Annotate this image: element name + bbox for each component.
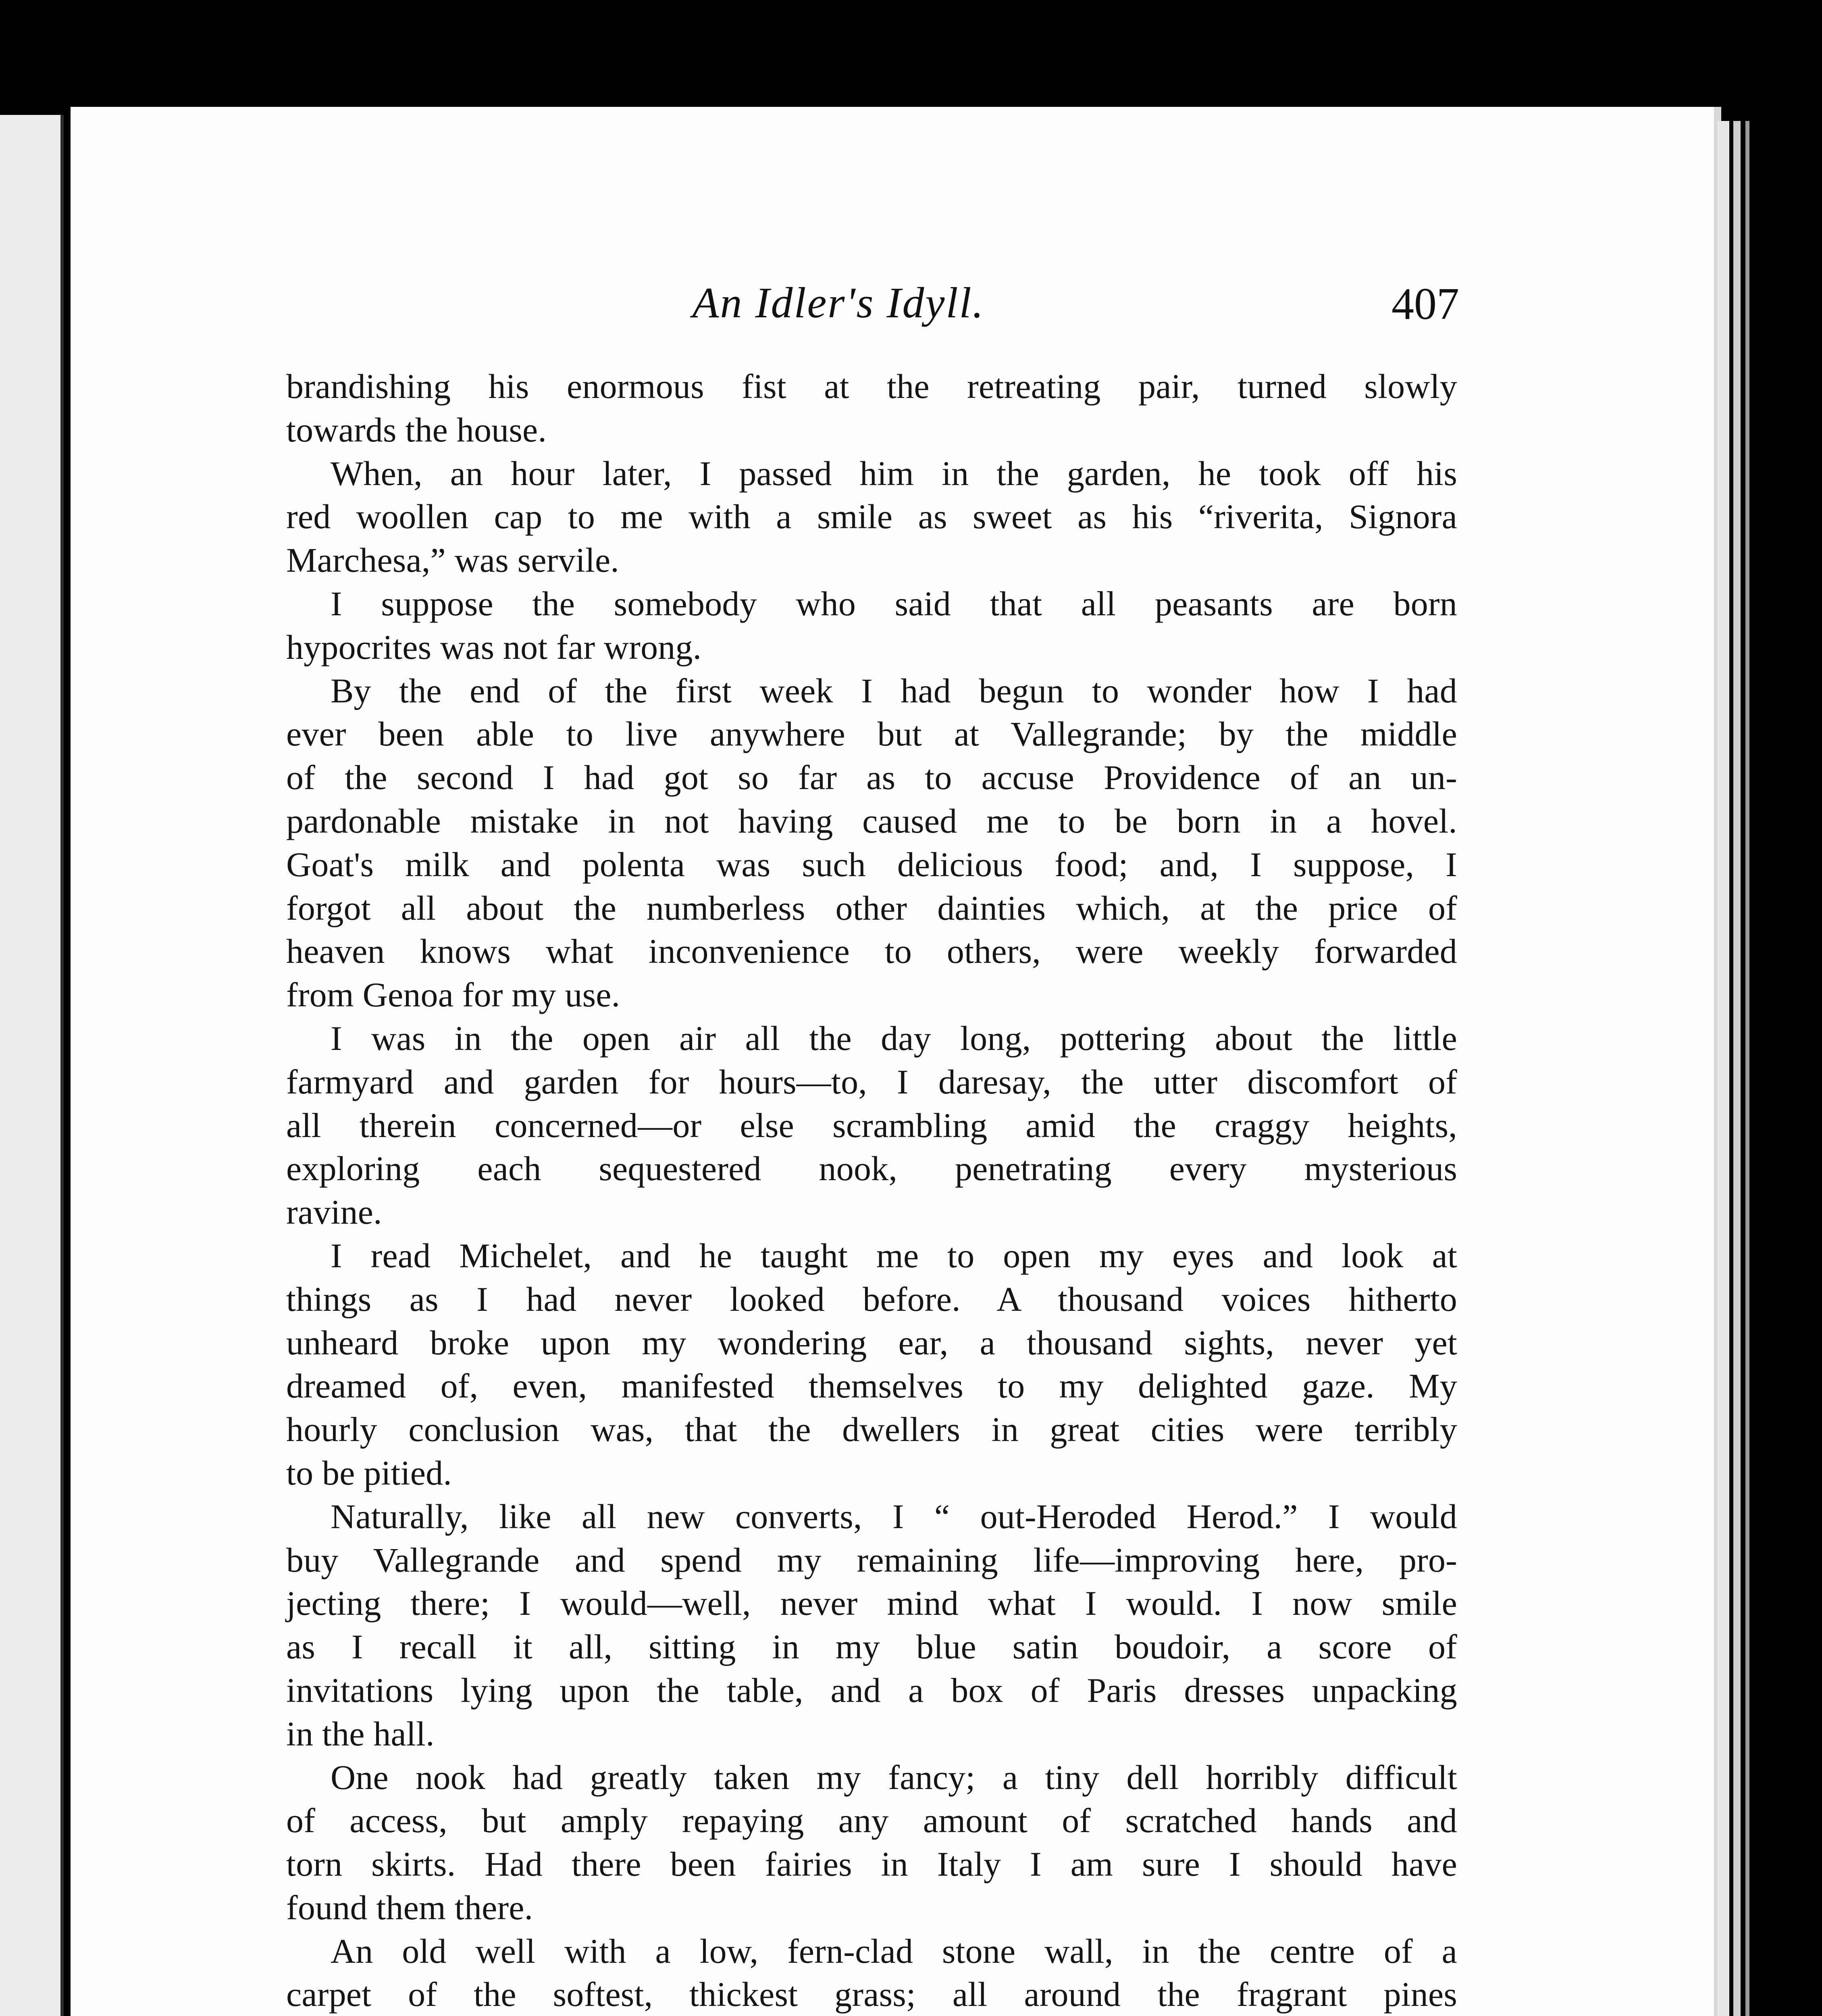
text-line: hourly conclusion was, that the dwellers in great cities were terribly	[286, 1410, 1457, 1449]
page-stack-edge	[1733, 121, 1741, 2016]
text-line: Marchesa,” was servile.	[286, 541, 620, 580]
text-line: invitations lying upon the table, and a box of Paris dresses unpacking	[286, 1670, 1457, 1710]
body-text	[286, 365, 1457, 2016]
text-line: I was in the open air all the day long, pottering about the little	[331, 1018, 1457, 1058]
text-line: of the second I had got so far as to accuse Providence of an un-	[286, 758, 1457, 797]
text-line: One nook had greatly taken my fancy; a tiny dell horribly difficult	[331, 1758, 1457, 1797]
text-line: jecting there; I would—well, never mind what I would. I now smile	[286, 1584, 1457, 1623]
text-line: forgot all about the numberless other dainties which, at the price of	[286, 888, 1457, 927]
text-line: Goat's milk and polenta was such delicious food; and, I suppose, I	[286, 845, 1457, 884]
text-line: pardonable mistake in not having caused me to be born in a hovel.	[286, 801, 1457, 840]
adjacent-page-edge	[0, 115, 64, 2016]
text-line: buy Vallegrande and spend my remaining life—improving here, pro-	[286, 1540, 1457, 1579]
text-line: exploring each sequestered nook, penetrating every mysterious	[286, 1149, 1457, 1188]
page-stack-edge	[1745, 121, 1749, 2016]
text-line: I read Michelet, and he taught me to open my eyes and look at	[331, 1236, 1457, 1275]
text-line: I suppose the somebody who said that all peasants are born	[331, 584, 1457, 623]
running-header	[218, 278, 1459, 327]
text-line: towards the house.	[286, 410, 547, 449]
text-line: hypocrites was not far wrong.	[286, 627, 702, 666]
text-line: things as I had never looked before. A thousand voices hitherto	[286, 1279, 1457, 1318]
text-line: brandishing his enormous fist at the retreating pair, turned slowly	[286, 367, 1457, 406]
text-line: in the hall.	[286, 1714, 435, 1753]
text-line: all therein concerned—or else scrambling amid the craggy heights,	[286, 1106, 1457, 1145]
text-line: as I recall it all, sitting in my blue satin boudoir, a score of	[286, 1627, 1457, 1666]
page-stack-edge	[1717, 121, 1729, 2016]
text-line: red woollen cap to me with a smile as sweet as his “riverita, Signora	[286, 497, 1457, 536]
text-line: torn skirts. Had there been fairies in Italy I am sure I should have	[286, 1845, 1457, 1884]
text-line: to be pitied.	[286, 1453, 452, 1492]
text-line: ravine.	[286, 1193, 382, 1232]
text-line: from Genoa for my use.	[286, 975, 620, 1014]
text-line: farmyard and garden for hours—to, I daresay, the utter discomfort of	[286, 1062, 1457, 1101]
text-line: Naturally, like all new converts, I “ out-Heroded Herod.” I would	[331, 1497, 1457, 1536]
text-line: An old well with a low, fern-clad stone wall, in the centre of a	[331, 1931, 1457, 1970]
text-line: heaven knows what inconvenience to others, were weekly forwarded	[286, 932, 1457, 971]
page-number: 407	[1391, 279, 1459, 329]
text-line: dreamed of, even, manifested themselves to my delighted gaze. My	[286, 1366, 1457, 1406]
text-line: carpet of the softest, thickest grass; all around the fragrant pines	[286, 1975, 1457, 2014]
text-line: When, an hour later, I passed him in the garden, he took off his	[331, 454, 1457, 493]
text-line: ever been able to live anywhere but at Vallegrande; by the middle	[286, 714, 1457, 754]
running-title: An Idler's Idyll.	[692, 279, 985, 327]
text-line: unheard broke upon my wondering ear, a thousand sights, never yet	[286, 1323, 1457, 1362]
text-line: By the end of the first week I had begun to wonder how I had	[331, 671, 1457, 710]
text-line: of access, but amply repaying any amount of scratched hands and	[286, 1801, 1457, 1840]
text-line: found them there.	[286, 1888, 533, 1927]
